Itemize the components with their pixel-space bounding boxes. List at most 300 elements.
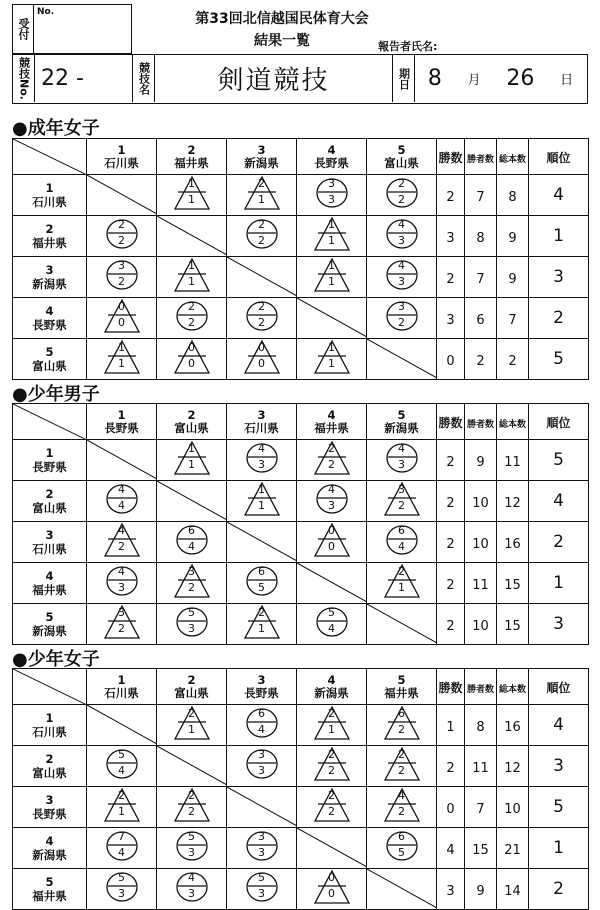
mark-bottom-number: 2 (328, 805, 335, 818)
row-team-number: 5 (45, 345, 54, 359)
match-cell (87, 257, 157, 298)
row-team-name: 福井県 (32, 583, 67, 597)
winners-value: 11 (472, 760, 489, 776)
column-team-name: 福井県 (174, 155, 209, 170)
self-diagonal (367, 604, 437, 643)
row-team-number: 1 (45, 181, 54, 195)
mark-top-number: 4 (398, 259, 405, 272)
winners-value-cell (465, 522, 497, 563)
column-team (297, 409, 366, 435)
rank-header (529, 404, 589, 440)
match-cell (367, 298, 437, 339)
column-team-name: 新潟県 (314, 685, 349, 700)
match-cell (227, 746, 297, 787)
rank-value: 2 (553, 532, 564, 552)
win-mark (312, 481, 352, 517)
mark-top-number: 4 (398, 218, 405, 231)
event-name-label-text: 競技名 (137, 62, 151, 95)
mark-bottom-number: 2 (398, 499, 405, 512)
draw-mark (102, 339, 142, 375)
rank-header-text: 順位 (546, 151, 571, 165)
mark-top-number: 2 (258, 606, 265, 619)
column-team (367, 674, 436, 700)
mark-bottom-number: 1 (118, 357, 125, 370)
rank-value-cell (529, 563, 589, 604)
match-cell (227, 440, 297, 481)
draw-mark (242, 481, 282, 517)
row-team-number: 5 (45, 875, 54, 889)
row-team-number: 3 (45, 528, 54, 542)
column-team (227, 144, 296, 170)
self-diagonal (87, 705, 157, 744)
row-team-header (13, 869, 87, 910)
rank-value-cell (529, 257, 589, 298)
row-team-name: 石川県 (32, 542, 67, 556)
wins-value-cell (437, 522, 465, 563)
mark-top-number: 2 (188, 789, 195, 802)
wins-value: 2 (446, 618, 455, 634)
win-mark (102, 869, 142, 905)
self-match-cell (157, 746, 227, 787)
mark-bottom-number: 3 (258, 458, 265, 471)
self-diagonal (297, 828, 367, 867)
rank-value: 5 (553, 450, 564, 470)
mark-top-number: 2 (328, 789, 335, 802)
win-mark (382, 298, 422, 334)
mark-bottom-number: 2 (398, 193, 405, 206)
column-team-header (157, 404, 227, 440)
winners-header-text: 勝者数 (466, 155, 494, 165)
winners-value-cell (465, 440, 497, 481)
row-team-name: 富山県 (32, 766, 67, 780)
event-no-value-text: 22 - (41, 66, 84, 91)
column-team-header (297, 404, 367, 440)
self-match-cell (87, 705, 157, 746)
column-team-name: 石川県 (244, 420, 279, 435)
draw-mark (382, 746, 422, 782)
total-value: 9 (508, 230, 517, 246)
total-header (497, 139, 529, 175)
rank-value: 1 (553, 226, 564, 246)
wins-value-cell (437, 604, 465, 645)
mark-bottom-number: 1 (328, 357, 335, 370)
column-team-header (367, 139, 437, 175)
total-value-cell (497, 828, 529, 869)
mark-top-number: 1 (188, 442, 195, 455)
wins-value-cell (437, 481, 465, 522)
winners-value-cell (465, 298, 497, 339)
mark-top-number: 3 (188, 565, 195, 578)
mark-top-number: 3 (118, 606, 125, 619)
match-cell (367, 563, 437, 604)
match-cell (297, 869, 367, 910)
self-match-cell (367, 604, 437, 645)
rank-value: 1 (553, 573, 564, 593)
mark-bottom-number: 2 (328, 458, 335, 471)
winners-value: 7 (476, 189, 485, 205)
mark-top-number: 5 (328, 606, 335, 619)
win-mark (172, 604, 212, 640)
column-team-name: 新潟県 (244, 155, 279, 170)
mark-top-number: 3 (328, 177, 335, 190)
self-match-cell (367, 869, 437, 910)
winners-value: 6 (476, 312, 485, 328)
wins-value: 4 (446, 842, 455, 858)
rank-value: 2 (553, 308, 564, 328)
match-cell (87, 216, 157, 257)
match-cell (297, 216, 367, 257)
no-label: No. (37, 7, 55, 17)
rank-header-text: 順位 (546, 681, 571, 695)
draw-mark (312, 216, 352, 252)
column-team (87, 674, 156, 700)
rank-value-cell (529, 705, 589, 746)
row-team-number: 3 (45, 793, 54, 807)
mark-top-number: 4 (398, 789, 405, 802)
mark-bottom-number: 3 (258, 846, 265, 859)
section-title: ●少年女子 (12, 649, 100, 670)
event-no-value (35, 55, 133, 102)
title-line1: 第33回北信越国民体育大会 (195, 11, 369, 27)
self-diagonal (87, 440, 157, 479)
column-team-number: 1 (117, 142, 126, 157)
total-value-cell (497, 175, 529, 216)
row-team-number: 5 (45, 610, 54, 624)
match-cell (297, 440, 367, 481)
column-team (87, 144, 156, 170)
mark-bottom-number: 3 (328, 499, 335, 512)
winners-value: 10 (472, 495, 489, 511)
total-value: 8 (508, 189, 517, 205)
mark-top-number: 6 (398, 707, 405, 720)
wins-value: 3 (446, 883, 455, 899)
mark-top-number: 2 (328, 707, 335, 720)
wins-value: 2 (446, 271, 455, 287)
row-team (13, 569, 86, 597)
mark-top-number: 0 (258, 341, 265, 354)
rank-value-cell (529, 604, 589, 645)
mark-top-number: 6 (258, 707, 265, 720)
rank-value-cell (529, 869, 589, 910)
self-match-cell (227, 522, 297, 563)
rank-value: 3 (553, 614, 564, 634)
win-mark (382, 175, 422, 211)
row-team-name: 長野県 (32, 807, 67, 821)
column-team-number: 2 (187, 407, 196, 422)
day-label: 日 (560, 73, 574, 88)
row-team (13, 345, 86, 373)
mark-bottom-number: 3 (398, 458, 405, 471)
self-diagonal (297, 298, 367, 337)
mark-top-number: 3 (258, 748, 265, 761)
self-diagonal (157, 216, 227, 255)
wins-value: 0 (446, 801, 455, 817)
match-cell (227, 563, 297, 604)
rank-value-cell (529, 175, 589, 216)
match-cell (157, 440, 227, 481)
winners-value-cell (465, 339, 497, 380)
match-cell (157, 339, 227, 380)
self-match-cell (157, 481, 227, 522)
mark-top-number: 2 (188, 707, 195, 720)
draw-mark (172, 339, 212, 375)
mark-bottom-number: 4 (328, 622, 335, 635)
draw-mark (312, 787, 352, 823)
winners-value-cell (465, 563, 497, 604)
mark-bottom-number: 3 (118, 887, 125, 900)
winners-value-cell (465, 257, 497, 298)
section-title: ●成年女子 (12, 118, 100, 139)
winners-value: 2 (476, 353, 485, 369)
wins-value: 2 (446, 536, 455, 552)
mark-bottom-number: 4 (258, 723, 265, 736)
rank-value: 3 (553, 267, 564, 287)
match-cell (297, 257, 367, 298)
total-value: 12 (504, 495, 521, 511)
rank-value-cell (529, 440, 589, 481)
mark-bottom-number: 2 (328, 764, 335, 777)
row-team (13, 528, 86, 556)
row-team-header (13, 746, 87, 787)
mark-bottom-number: 1 (258, 193, 265, 206)
rank-value: 5 (553, 349, 564, 369)
total-value: 15 (504, 618, 521, 634)
mark-top-number: 6 (258, 565, 265, 578)
event-name (155, 55, 393, 102)
table-row (13, 787, 589, 828)
row-team-header (13, 481, 87, 522)
mark-top-number: 0 (328, 871, 335, 884)
column-team-name: 長野県 (314, 155, 349, 170)
match-cell (367, 216, 437, 257)
mark-top-number: 6 (188, 524, 195, 537)
match-cell (227, 339, 297, 380)
row-team-name: 石川県 (32, 725, 67, 739)
draw-mark (172, 705, 212, 741)
self-match-cell (297, 563, 367, 604)
mark-top-number: 6 (398, 524, 405, 537)
rank-value-cell (529, 746, 589, 787)
total-value-cell (497, 298, 529, 339)
total-value: 21 (504, 842, 521, 858)
mark-top-number: 4 (118, 565, 125, 578)
match-cell (227, 216, 297, 257)
mark-top-number: 2 (398, 565, 405, 578)
mark-top-number: 1 (118, 341, 125, 354)
winners-value: 11 (472, 577, 489, 593)
section-title: ●少年男子 (12, 384, 100, 405)
wins-value-cell (437, 563, 465, 604)
rank-value: 4 (553, 715, 564, 735)
mark-top-number: 7 (118, 830, 125, 843)
self-diagonal (227, 522, 297, 561)
mark-top-number: 6 (398, 830, 405, 843)
rank-value-cell (529, 828, 589, 869)
mark-bottom-number: 3 (258, 764, 265, 777)
row-team-header (13, 175, 87, 216)
total-value-cell (497, 869, 529, 910)
self-diagonal (227, 787, 297, 826)
total-value: 7 (508, 312, 517, 328)
row-team-number: 2 (45, 752, 54, 766)
total-value-cell (497, 257, 529, 298)
rank-header (529, 669, 589, 705)
table-row (13, 828, 589, 869)
event-no-label-text: 競技No. (17, 57, 31, 100)
column-team (227, 674, 296, 700)
match-cell (157, 787, 227, 828)
mark-bottom-number: 1 (398, 581, 405, 594)
win-mark (102, 216, 142, 252)
row-team-header (13, 828, 87, 869)
date-value (415, 55, 586, 102)
wins-header-text: 勝数 (438, 681, 463, 695)
row-team-number: 4 (45, 569, 54, 583)
draw-mark (242, 339, 282, 375)
rank-value-cell (529, 298, 589, 339)
rank-header-text: 順位 (546, 416, 571, 430)
corner-diagonal (13, 404, 87, 440)
self-match-cell (367, 339, 437, 380)
header-bottom (12, 54, 588, 104)
match-cell (227, 705, 297, 746)
match-cell (157, 298, 227, 339)
winners-header (465, 139, 497, 175)
self-diagonal (157, 481, 227, 520)
win-mark (172, 298, 212, 334)
total-value-cell (497, 522, 529, 563)
date-label (393, 55, 415, 102)
match-cell (227, 481, 297, 522)
wins-header (437, 404, 465, 440)
mark-bottom-number: 1 (188, 193, 195, 206)
event-name-text: 剣道競技 (217, 66, 330, 96)
row-team (13, 875, 86, 903)
row-team (13, 834, 86, 862)
match-cell (367, 522, 437, 563)
winners-value-cell (465, 828, 497, 869)
match-cell (87, 828, 157, 869)
mark-top-number: 1 (258, 483, 265, 496)
winners-value-cell (465, 481, 497, 522)
wins-value-cell (437, 787, 465, 828)
win-mark (242, 746, 282, 782)
mark-bottom-number: 3 (188, 846, 195, 859)
results-grid (12, 668, 588, 910)
column-team-name: 富山県 (174, 420, 209, 435)
winners-value-cell (465, 216, 497, 257)
mark-bottom-number: 2 (398, 805, 405, 818)
corner-cell (13, 669, 87, 705)
total-value: 10 (504, 801, 521, 817)
column-team-number: 2 (187, 672, 196, 687)
header-row (13, 139, 589, 175)
total-value-cell (497, 604, 529, 645)
rank-value: 4 (553, 185, 564, 205)
win-mark (102, 746, 142, 782)
table-row (13, 563, 589, 604)
row-team (13, 711, 86, 739)
self-diagonal (87, 175, 157, 214)
row-team-name: 長野県 (32, 460, 67, 474)
mark-top-number: 3 (398, 483, 405, 496)
column-team-name: 石川県 (104, 685, 139, 700)
winners-value: 8 (476, 230, 485, 246)
match-cell (367, 257, 437, 298)
mark-top-number: 0 (188, 341, 195, 354)
wins-value-cell (437, 869, 465, 910)
win-mark (312, 604, 352, 640)
match-cell (227, 604, 297, 645)
win-mark (242, 440, 282, 476)
match-cell (297, 787, 367, 828)
row-team-number: 1 (45, 446, 54, 460)
win-mark (242, 298, 282, 334)
draw-mark (102, 522, 142, 558)
title-line2: 結果一覧 (254, 33, 310, 49)
match-cell (87, 339, 157, 380)
draw-mark (312, 705, 352, 741)
win-mark (382, 828, 422, 864)
column-team-name: 新潟県 (384, 420, 419, 435)
total-value: 9 (508, 271, 517, 287)
match-cell (227, 175, 297, 216)
mark-bottom-number: 2 (188, 805, 195, 818)
mark-top-number: 4 (258, 442, 265, 455)
column-team (367, 409, 436, 435)
month-label: 月 (467, 73, 481, 88)
mark-bottom-number: 2 (118, 275, 125, 288)
mark-top-number: 3 (118, 259, 125, 272)
mark-bottom-number: 2 (398, 316, 405, 329)
column-team-number: 1 (117, 672, 126, 687)
column-team-number: 2 (187, 142, 196, 157)
win-mark (312, 175, 352, 211)
mark-bottom-number: 1 (258, 622, 265, 635)
row-team (13, 793, 86, 821)
winners-header (465, 669, 497, 705)
match-cell (157, 175, 227, 216)
mark-top-number: 5 (258, 871, 265, 884)
row-team (13, 610, 86, 638)
winners-header-text: 勝者数 (466, 685, 494, 695)
match-cell (367, 828, 437, 869)
total-value-cell (497, 216, 529, 257)
mark-bottom-number: 0 (258, 357, 265, 370)
mark-top-number: 5 (188, 606, 195, 619)
rank-value: 1 (553, 838, 564, 858)
mark-top-number: 1 (328, 259, 335, 272)
draw-mark (382, 705, 422, 741)
win-mark (172, 869, 212, 905)
results-table (12, 668, 589, 910)
total-value: 14 (504, 883, 521, 899)
mark-top-number: 2 (258, 177, 265, 190)
winners-value-cell (465, 175, 497, 216)
draw-mark (102, 787, 142, 823)
wins-value: 3 (446, 230, 455, 246)
table-row (13, 216, 589, 257)
row-team-header (13, 339, 87, 380)
mark-bottom-number: 0 (328, 540, 335, 553)
wins-value-cell (437, 339, 465, 380)
mark-bottom-number: 3 (398, 234, 405, 247)
row-team-header (13, 216, 87, 257)
column-team-number: 3 (257, 407, 266, 422)
results-grid (12, 138, 588, 380)
column-team-header (87, 669, 157, 705)
self-match-cell (87, 175, 157, 216)
